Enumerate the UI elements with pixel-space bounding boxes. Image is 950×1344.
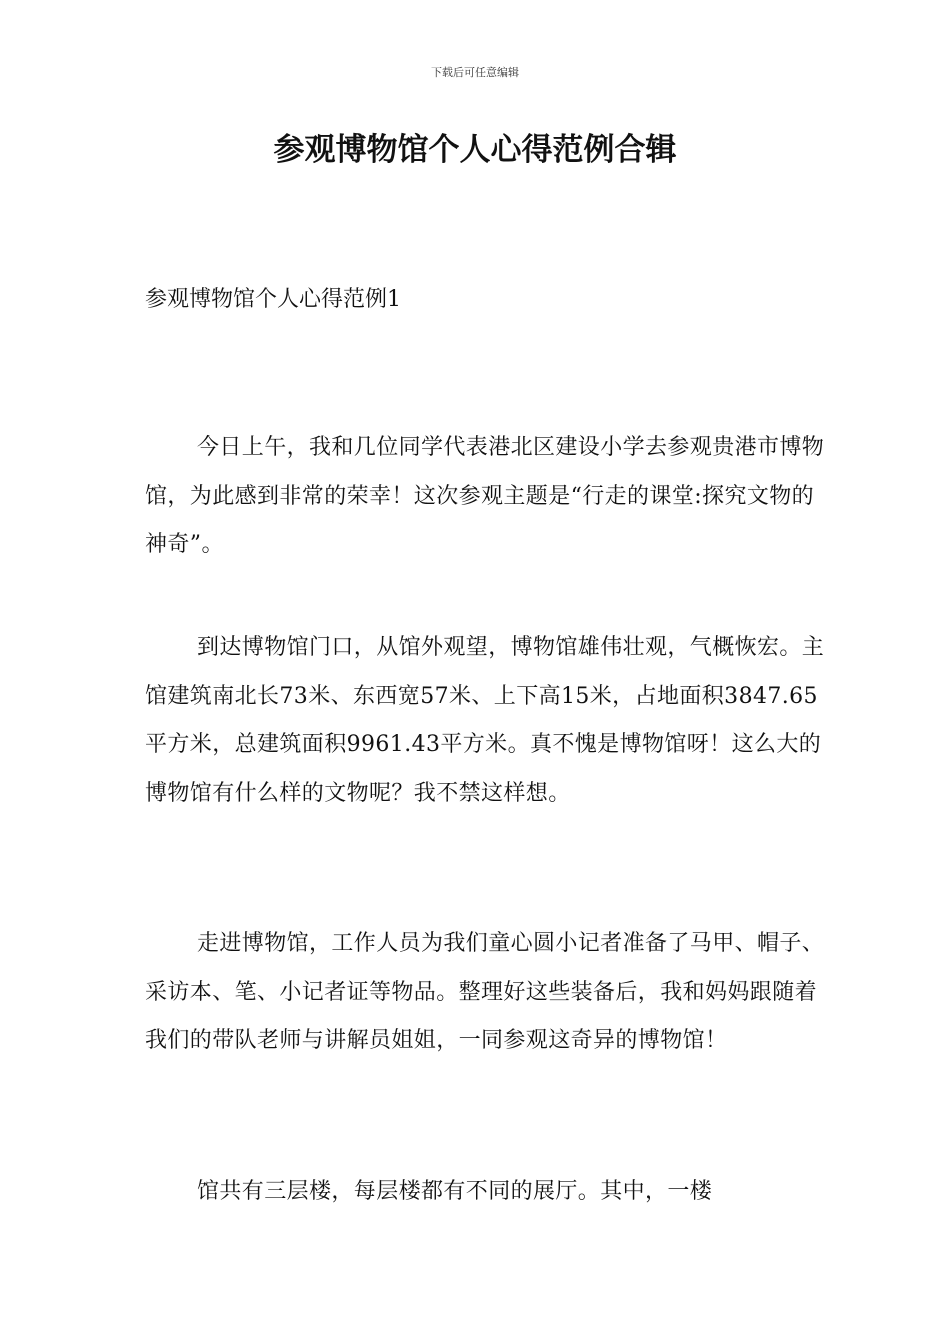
- paragraph-3: 走进博物馆，工作人员为我们童心圆小记者准备了马甲、帽子、采访本、笔、小记者证等物品。整理好这些装备后，我和妈妈跟随着我们的带队老师与讲解员姐姐，一同参观这奇异的博物馆！: [145, 931, 825, 1054]
- section-heading: 参观博物馆个人心得范例1: [145, 287, 401, 312]
- paragraph-1: 今日上午，我和几位同学代表港北区建设小学去参观贵港市博物馆，为此感到非常的荣幸！这次参观主题是“行走的课堂:探究文物的神奇”。: [145, 435, 825, 558]
- document-title: 参观博物馆个人心得范例合辑: [273, 132, 677, 168]
- paragraph-4: 馆共有三层楼，每层楼都有不同的展厅。其中，一楼: [197, 1179, 713, 1204]
- paragraph-2: 到达博物馆门口，从馆外观望，博物馆雄伟壮观，气概恢宏。主馆建筑南北长73米、东西宽57米、上下高15米，占地面积3847.65平方米，总建筑面积9961.43平方米。真不愧是博物馆呀！这么大的博物馆有什么样的文物呢？我不禁这样想。: [145, 635, 825, 806]
- header-note: 下载后可任意编辑: [431, 66, 519, 79]
